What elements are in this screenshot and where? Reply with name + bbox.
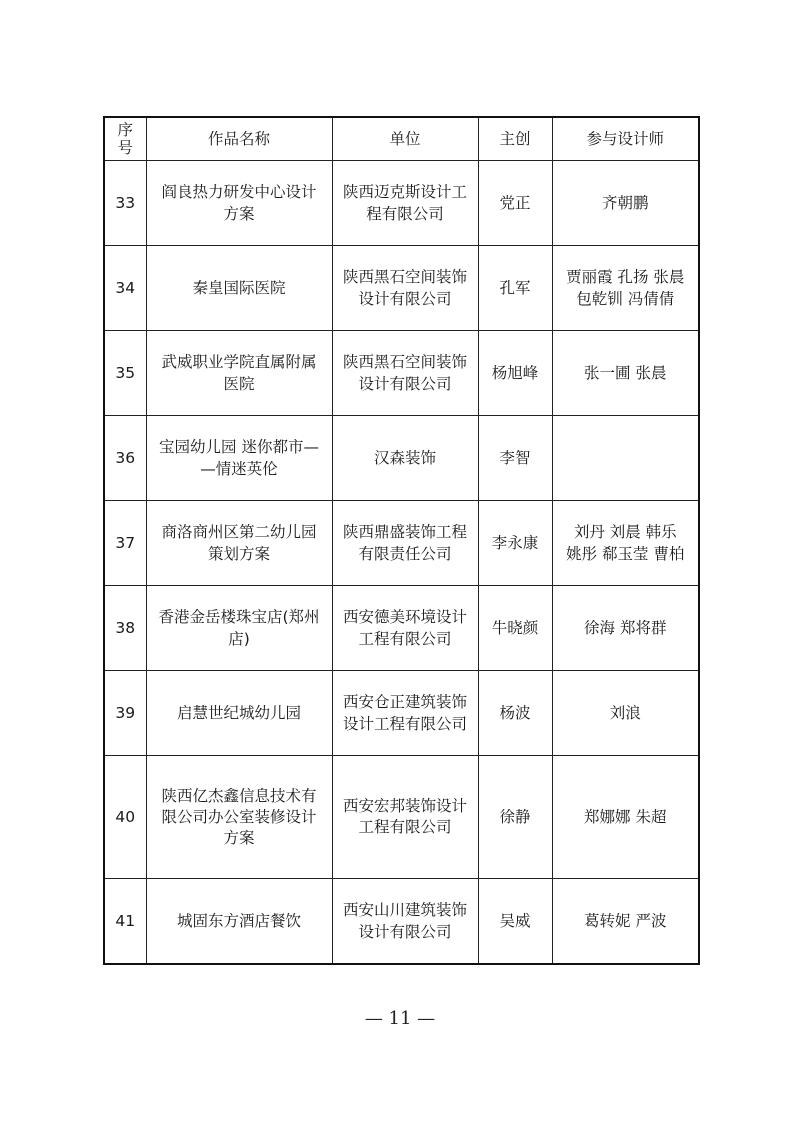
table-row — [104, 879, 699, 965]
cell-work — [146, 671, 332, 756]
cell-work — [146, 246, 332, 331]
cell-lead: 杨旭峰 — [478, 331, 552, 416]
cell-designers — [552, 161, 699, 246]
cell-work-line: 方案 — [223, 828, 255, 847]
header-work: 作品名称 — [146, 117, 332, 161]
cell-work-line: 香港金岳楼珠宝店(郑州 — [158, 608, 320, 626]
cell-company — [332, 331, 478, 416]
cell-work — [146, 501, 332, 586]
cell-work-line: 城固东方酒店餐饮 — [176, 912, 301, 930]
cell-company — [332, 416, 478, 501]
cell-company-line: 陕西黑石空间装饰 — [342, 268, 467, 286]
cell-company-line: 陕西鼎盛装饰工程 — [342, 523, 467, 541]
cell-company — [332, 501, 478, 586]
cell-company — [332, 756, 478, 879]
cell-work-line: —情迷英伦 — [200, 460, 278, 478]
cell-index: 39 — [104, 671, 146, 756]
cell-work-line: 医院 — [223, 375, 255, 393]
cell-designers-line: 姚彤 郗玉莹 曹柏 — [566, 545, 685, 563]
cell-designers-line: 包乾钏 冯倩倩 — [576, 290, 675, 308]
awards-table — [103, 116, 700, 965]
cell-company-line: 程有限公司 — [366, 205, 444, 223]
table-row — [104, 161, 699, 246]
cell-work-line: 商洛商州区第二幼儿园 — [161, 523, 317, 541]
cell-work — [146, 416, 332, 501]
cell-company-line: 有限责任公司 — [358, 545, 452, 563]
cell-work-line: 方案 — [223, 205, 255, 223]
cell-work-line: 武威职业学院直属附属 — [161, 353, 317, 371]
cell-designers-line: 贾丽霞 孔扬 张晨 — [566, 268, 685, 286]
cell-company — [332, 879, 478, 965]
cell-lead: 孔军 — [478, 246, 552, 331]
header-designers: 参与设计师 — [552, 117, 699, 161]
cell-lead: 李智 — [478, 416, 552, 501]
cell-work-line: 店) — [228, 630, 250, 648]
table-row — [104, 331, 699, 416]
cell-designers-line: 葛转妮 严波 — [584, 912, 667, 930]
cell-designers — [552, 501, 699, 586]
cell-company — [332, 161, 478, 246]
cell-work-line: 秦皇国际医院 — [192, 279, 286, 297]
cell-company-line: 设计工程有限公司 — [342, 715, 467, 733]
cell-company-line: 汉森装饰 — [373, 449, 436, 467]
cell-index: 41 — [104, 879, 146, 965]
cell-designers-line — [558, 447, 694, 469]
table-row — [104, 501, 699, 586]
cell-company-line: 陕西迈克斯设计工 — [342, 183, 467, 201]
cell-index: 37 — [104, 501, 146, 586]
cell-work — [146, 331, 332, 416]
cell-designers — [552, 586, 699, 671]
header-lead: 主创 — [478, 117, 552, 161]
header-company: 单位 — [332, 117, 478, 161]
cell-designers-line: 张一圃 张晨 — [584, 364, 667, 382]
cell-designers — [552, 331, 699, 416]
header-index: 序 号 — [104, 117, 146, 161]
cell-designers — [552, 756, 699, 879]
table-row — [104, 246, 699, 331]
cell-lead: 杨波 — [478, 671, 552, 756]
cell-designers — [552, 671, 699, 756]
cell-index: 40 — [104, 756, 146, 879]
cell-company-line: 工程有限公司 — [358, 630, 452, 648]
cell-designers-line: 刘浪 — [609, 704, 641, 722]
cell-designers-line: 齐朝鹏 — [601, 194, 649, 212]
cell-lead: 吴威 — [478, 879, 552, 965]
cell-lead: 李永康 — [478, 501, 552, 586]
cell-work-line: 陕西亿杰鑫信息技术有 — [161, 786, 317, 805]
cell-designers-line: 郑娜娜 朱超 — [584, 807, 667, 826]
cell-designers — [552, 416, 699, 501]
cell-lead: 牛晓颜 — [478, 586, 552, 671]
cell-designers-line: 刘丹 刘晨 韩乐 — [573, 523, 677, 541]
cell-company-line: 西安德美环境设计 — [342, 608, 467, 626]
cell-company-line: 工程有限公司 — [358, 818, 452, 836]
cell-company-line: 西安山川建筑装饰 — [342, 901, 467, 919]
cell-designers — [552, 879, 699, 965]
cell-work-line: 策划方案 — [207, 545, 270, 563]
cell-work — [146, 586, 332, 671]
cell-index: 36 — [104, 416, 146, 501]
cell-lead: 徐静 — [478, 756, 552, 879]
cell-company — [332, 246, 478, 331]
cell-index: 33 — [104, 161, 146, 246]
cell-work — [146, 161, 332, 246]
table-header-row — [104, 117, 699, 161]
table-row — [104, 671, 699, 756]
cell-company-line: 设计有限公司 — [358, 290, 452, 308]
cell-work — [146, 879, 332, 965]
table-row — [104, 756, 699, 879]
cell-company-line: 陕西黑石空间装饰 — [342, 353, 467, 371]
cell-index: 34 — [104, 246, 146, 331]
cell-company-line: 设计有限公司 — [358, 923, 452, 941]
cell-company — [332, 671, 478, 756]
cell-work-line: 宝园幼儿园 迷你都市— — [159, 438, 319, 456]
cell-index: 35 — [104, 331, 146, 416]
cell-work-line: 阎良热力研发中心设计 — [161, 183, 317, 201]
table-row — [104, 586, 699, 671]
cell-designers — [552, 246, 699, 331]
table-row — [104, 416, 699, 501]
cell-work-line: 启慧世纪城幼儿园 — [176, 704, 301, 722]
cell-work — [146, 756, 332, 879]
cell-company-line: 西安宏邦装饰设计 — [342, 797, 467, 815]
cell-work-line: 限公司办公室装修设计 — [161, 807, 317, 826]
page-number: — 11 — — [364, 1008, 436, 1029]
cell-company-line: 西安仓正建筑装饰 — [342, 693, 467, 711]
cell-index: 38 — [104, 586, 146, 671]
cell-company-line: 设计有限公司 — [358, 375, 452, 393]
cell-lead: 党正 — [478, 161, 552, 246]
cell-company — [332, 586, 478, 671]
cell-designers-line: 徐海 郑将群 — [584, 619, 667, 637]
